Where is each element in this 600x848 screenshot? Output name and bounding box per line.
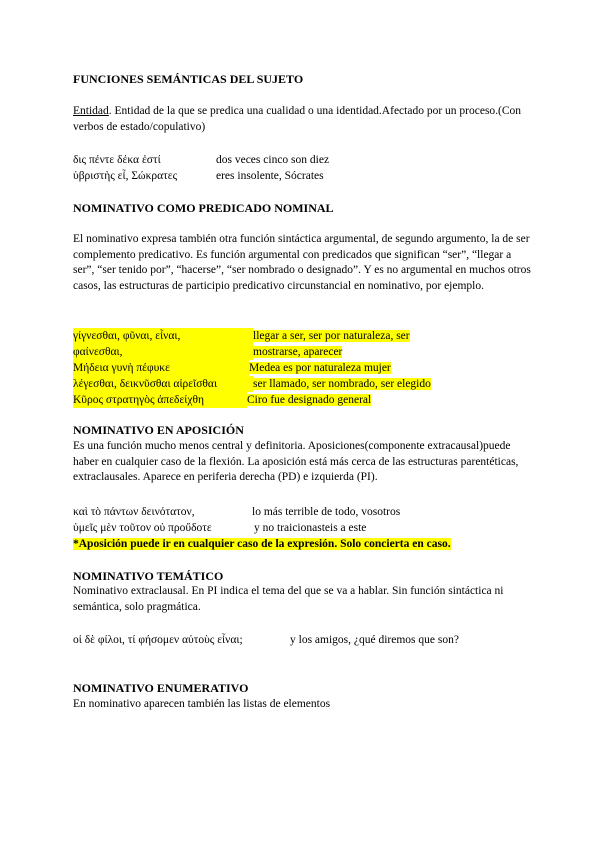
highlight-row-2 bbox=[73, 344, 342, 360]
predicado-paragraph: El nominativo expresa también otra función sintáctica argumental, de segundo argumento, la de ser complemento predicativo. Es función argumental con predicados que significan “ser”, “llegar a ser”, “ser tenido por”, “hacerse”, “ser nombrado o designado”. Y es no argumental en muchos otros casos, las estructuras de participio predicativo circunstancial en nominativo, por ejemplo. bbox=[73, 233, 531, 292]
highlight-greek-5: Κῦρος στρατηγὸς ἀπεδείχθη bbox=[73, 392, 247, 408]
heading-predicado-nominal: NOMINATIVO COMO PREDICADO NOMINAL bbox=[73, 201, 334, 215]
heading-enumerativo: NOMINATIVO ENUMERATIVO bbox=[73, 681, 249, 695]
entidad-paragraph bbox=[73, 104, 533, 135]
highlight-spanish-4: ser llamado, ser nombrado, ser elegido bbox=[253, 378, 431, 390]
example-greek-2: ὑβριστὴς εἶ, Σώκρατες bbox=[73, 170, 178, 182]
enumerativo-paragraph: En nominativo aparecen también las listas de elementos bbox=[73, 698, 331, 710]
highlight-row-4 bbox=[73, 376, 431, 392]
aposicion-greek-1: καὶ τὸ πάντων δεινότατον, bbox=[73, 506, 195, 518]
aposicion-spanish-1: lo más terrible de todo, vosotros bbox=[252, 506, 401, 518]
heading-funciones-semanticas: FUNCIONES SEMÁNTICAS DEL SUJETO bbox=[73, 72, 304, 86]
highlight-greek-2: φαίνεσθαι, bbox=[73, 344, 253, 360]
highlight-greek-4: λέγεσθαι, δεικνῦσθαι αἱρεῖσθαι bbox=[73, 376, 253, 392]
heading-tematico: NOMINATIVO TEMÁTICO bbox=[73, 569, 224, 583]
example-spanish-1: dos veces cinco son diez bbox=[216, 154, 330, 166]
entidad-term: Entidad bbox=[73, 105, 109, 117]
highlight-spanish-5: Ciro fue designado general bbox=[247, 394, 372, 406]
highlight-row-1 bbox=[73, 328, 410, 344]
aposicion-greek-2: ὑμεῖς μὲν τοῦτον οὐ προὔδοτε bbox=[73, 522, 212, 534]
highlight-row-3 bbox=[73, 360, 391, 376]
example-greek-1: δις πέντε δέκα ἐστί bbox=[73, 154, 161, 166]
aposicion-note-text: *Aposición puede ir en cualquier caso de la expresión. Solo concierta en caso. bbox=[73, 538, 451, 550]
entidad-text: . Entidad de la que se predica una cualidad o una identidad.Afectado por un proceso.(Con verbos de estado/copulativo) bbox=[73, 105, 522, 133]
highlight-spanish-1: llegar a ser, ser por naturaleza, ser bbox=[253, 330, 410, 342]
highlight-greek-3: Μήδεια γυνὴ πέφυκε bbox=[73, 360, 249, 376]
tematico-greek: οἱ δὲ φίλοι, τί φήσομεν αὐτοὺς εἶναι; bbox=[73, 634, 243, 646]
highlight-greek-1: γίγνεσθαι, φῦναι, εἶναι, bbox=[73, 328, 253, 344]
heading-aposicion: NOMINATIVO EN APOSICIÓN bbox=[73, 423, 244, 437]
tematico-spanish: y los amigos, ¿qué diremos que son? bbox=[290, 634, 459, 646]
tematico-paragraph: Nominativo extraclausal. En PI indica el tema del que se va a hablar. Sin función sintáctica ni semántica, solo pragmática. bbox=[73, 585, 504, 613]
example-spanish-2: eres insolente, Sócrates bbox=[216, 170, 324, 182]
aposicion-spanish-2: y no traicionasteis a este bbox=[254, 522, 367, 534]
highlight-spanish-3: Medea es por naturaleza mujer bbox=[249, 362, 391, 374]
aposicion-paragraph: Es una función mucho menos central y definitoria. Aposiciones(componente extracausal)puede haber en cualquier caso de la flexión. La aposición está más cerca de las estructuras parentéticas, extraclausales. Aparece en periferia derecha (PD) e izquierda (PI). bbox=[73, 440, 519, 483]
aposicion-note bbox=[73, 536, 451, 552]
highlight-spanish-2: mostrarse, aparecer bbox=[253, 346, 343, 358]
highlight-row-5 bbox=[73, 392, 371, 408]
